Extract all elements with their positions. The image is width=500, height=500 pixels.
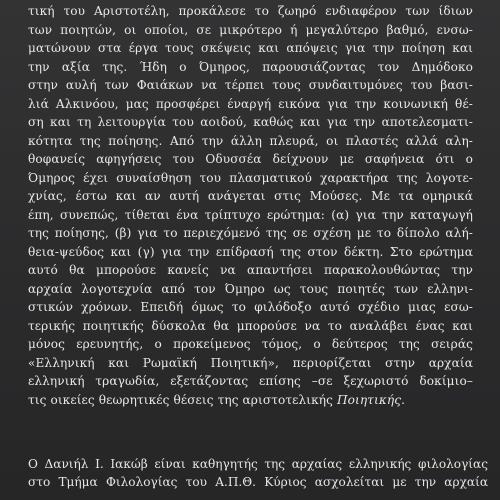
italic-title: Ποιητικής [336,392,402,407]
text-line: την αξία της. Ήδη ο Όμηρος, παρουσιάζοντας τον Δημόδοκο [28,59,473,74]
text-line: ματώνουν στα έργα τους σκέψεις και απόψεις για την ποίηση και [28,41,473,55]
text-line: Όμηρος έχει συναίσθηση του πλασματικού χαρακτήρα της λογοτε- [28,170,473,185]
text-line: της ποίησης, (β) για το περιεχόμενό της σε σχέση με το δίπολο αλή- [28,226,473,240]
text-line: «Ελληνική και Ρωμαϊκή Ποιητική», περιορίζεται στην αρχαία [28,355,473,370]
description-text [28,2,473,409]
text-line: θοφανείς αφηγήσεις του Οδυσσέα δείχνουν με σαφήνεια ότι ο [28,152,473,166]
text-line: στικών χρόνων. Επειδή όμως το φιλόδοξο αυτό σχέδιο μιας εσω- [28,300,473,314]
text-line: κότητα της ποίησης. Από την άλλη πλευρά, οι πλαστές αλλά αλη- [28,133,473,148]
text-line: στην αυλή των Φαιάκων να τέρπει τους συνδαιτυμόνες του βασι- [28,78,473,92]
author-bio [28,455,488,491]
text-line: θεια-ψεύδος και (γ) για την επίδρασή της στον δέκτη. Στο ερώτημα [28,244,473,259]
bio-line: στο Τμήμα Φιλολογίας του Α.Π.Θ. Κύριος ασχολείται με την αρχαία [28,475,488,489]
text-line-final [28,391,473,410]
text-line: λιά Αλκινόου, μας προσφέρει έναργή εικόνα για την κοινωνική θέ- [28,96,473,111]
text-line: τική του Αριστοτέλη, προκάλεσε το ζωηρό ενδιαφέρον των ίδιων [28,4,473,18]
text-line: χνίας, έστω και αν αυτή ανάγεται στις Μούσες. Με τα ομηρικά [28,189,473,203]
bio-line: Ο Δανιήλ Ι. Ιακώβ είναι καθηγητής της αρχαίας ελληνικής φιλολογίας [28,457,488,471]
text-line: έπη, συνεπώς, τίθεται ένα τρίπτυχο ερώτημα: (α) για την καταγωγή [28,207,473,222]
text-line: ελληνική τραγωδία, εξετάζοντας επίσης –σε ξεχωριστό δοκίμιο– [28,374,473,388]
text-line: των ποιητών, οι οποίοι, σε μικρότερο ή μεγαλύτερο βαθμό, ενσω- [28,22,473,37]
text-line: αυτό θα μπορούσε κανείς να απαντήσει παρακολουθώντας την [28,263,473,277]
text-line: τερικής ποιητικής δύσκολα θα μπορούσε να το αναλάβει ένας και [28,318,473,333]
text-fragment: τις οικείες θεωρητικές θέσεις της αριστοτελικής [28,392,337,407]
text-line: αρχαία λογοτεχνία από τον Όμηρο ως τους ποιητές των ελληνι- [28,281,473,296]
text-line: μόνος ερευνητής, ο προκείμενος τόμος, ο δεύτερος της σειράς [28,337,473,351]
text-fragment: . [401,392,406,407]
text-line: ση και τη λειτουργία του αοιδού, καθώς και για την αποτελεσματι- [28,115,473,129]
